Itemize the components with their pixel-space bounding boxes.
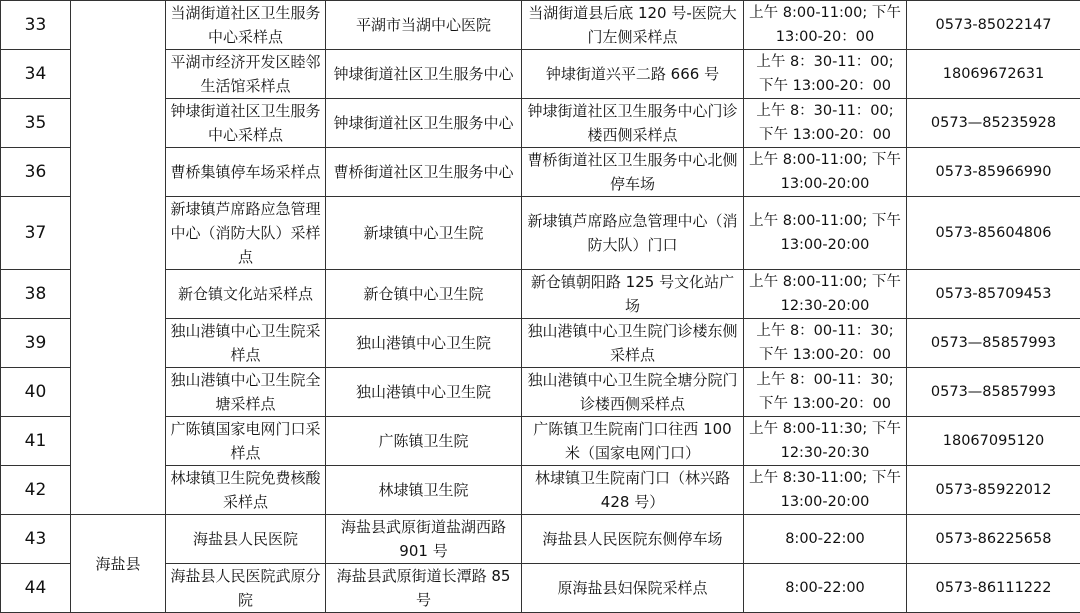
row-number: 37 — [1, 197, 71, 270]
address: 当湖街道县后底 120 号-医院大门左侧采样点 — [522, 1, 744, 50]
hours: 上午 8:00-11:30; 下午 12:30-20:30 — [744, 417, 907, 466]
row-number: 38 — [1, 270, 71, 319]
organization: 曹桥街道社区卫生服务中心 — [326, 148, 522, 197]
organization: 钟埭街道社区卫生服务中心 — [326, 99, 522, 148]
site-name: 独山港镇中心卫生院全塘采样点 — [166, 368, 326, 417]
address: 广陈镇卫生院南门口往西 100 米（国家电网门口） — [522, 417, 744, 466]
organization: 钟埭街道社区卫生服务中心 — [326, 50, 522, 99]
hours: 上午 8：00-11：30; 下午 13:00-20：00 — [744, 368, 907, 417]
hours: 上午 8：00-11：30; 下午 13:00-20：00 — [744, 319, 907, 368]
address: 钟埭街道兴平二路 666 号 — [522, 50, 744, 99]
region-cell — [71, 1, 166, 515]
organization: 独山港镇中心卫生院 — [326, 368, 522, 417]
table-row — [1, 1, 1080, 50]
site-name: 广陈镇国家电网门口采样点 — [166, 417, 326, 466]
hours: 8:00-22:00 — [744, 515, 907, 564]
phone: 0573—85235928 — [907, 99, 1080, 148]
phone: 0573-86111222 — [907, 564, 1080, 613]
row-number: 34 — [1, 50, 71, 99]
site-name: 平湖市经济开发区睦邻生活馆采样点 — [166, 50, 326, 99]
row-number: 35 — [1, 99, 71, 148]
site-name: 新埭镇芦席路应急管理中心（消防大队）采样点 — [166, 197, 326, 270]
phone: 0573-85922012 — [907, 466, 1080, 515]
address: 原海盐县妇保院采样点 — [522, 564, 744, 613]
organization: 新仓镇中心卫生院 — [326, 270, 522, 319]
row-number: 36 — [1, 148, 71, 197]
organization: 平湖市当湖中心医院 — [326, 1, 522, 50]
hours: 8:00-22:00 — [744, 564, 907, 613]
table-row — [1, 515, 1080, 564]
organization: 独山港镇中心卫生院 — [326, 319, 522, 368]
address: 海盐县人民医院东侧停车场 — [522, 515, 744, 564]
address: 林埭镇卫生院南门口（林兴路 428 号） — [522, 466, 744, 515]
site-name: 当湖街道社区卫生服务中心采样点 — [166, 1, 326, 50]
organization: 新埭镇中心卫生院 — [326, 197, 522, 270]
phone: 18067095120 — [907, 417, 1080, 466]
organization: 海盐县武原街道盐湖西路 901 号 — [326, 515, 522, 564]
hours: 上午 8:00-11:00; 下午 13:00-20:00 — [744, 197, 907, 270]
site-name: 新仓镇文化站采样点 — [166, 270, 326, 319]
hours: 上午 8：30-11：00; 下午 13:00-20：00 — [744, 50, 907, 99]
hours: 上午 8:00-11:00; 下午 12:30-20:00 — [744, 270, 907, 319]
site-name: 海盐县人民医院武原分院 — [166, 564, 326, 613]
hours: 上午 8:30-11:00; 下午 13:00-20:00 — [744, 466, 907, 515]
region-cell: 海盐县 — [71, 515, 166, 613]
address: 曹桥街道社区卫生服务中心北侧停车场 — [522, 148, 744, 197]
phone: 0573-85022147 — [907, 1, 1080, 50]
organization: 广陈镇卫生院 — [326, 417, 522, 466]
row-number: 44 — [1, 564, 71, 613]
site-name: 独山港镇中心卫生院采样点 — [166, 319, 326, 368]
phone: 0573-85966990 — [907, 148, 1080, 197]
address: 独山港镇中心卫生院全塘分院门诊楼西侧采样点 — [522, 368, 744, 417]
address: 新埭镇芦席路应急管理中心（消防大队）门口 — [522, 197, 744, 270]
phone: 0573—85857993 — [907, 368, 1080, 417]
site-name: 钟埭街道社区卫生服务中心采样点 — [166, 99, 326, 148]
hours: 上午 8:00-11:00; 下午 13:00-20：00 — [744, 1, 907, 50]
row-number: 39 — [1, 319, 71, 368]
hours: 上午 8:00-11:00; 下午 13:00-20:00 — [744, 148, 907, 197]
row-number: 41 — [1, 417, 71, 466]
site-name: 曹桥集镇停车场采样点 — [166, 148, 326, 197]
phone: 0573-86225658 — [907, 515, 1080, 564]
phone: 0573-85709453 — [907, 270, 1080, 319]
address: 钟埭街道社区卫生服务中心门诊楼西侧采样点 — [522, 99, 744, 148]
address: 独山港镇中心卫生院门诊楼东侧采样点 — [522, 319, 744, 368]
row-number: 43 — [1, 515, 71, 564]
organization: 海盐县武原街道长潭路 85 号 — [326, 564, 522, 613]
hours: 上午 8：30-11：00; 下午 13:00-20：00 — [744, 99, 907, 148]
site-name: 海盐县人民医院 — [166, 515, 326, 564]
organization: 林埭镇卫生院 — [326, 466, 522, 515]
phone: 18069672631 — [907, 50, 1080, 99]
phone: 0573—85857993 — [907, 319, 1080, 368]
row-number: 40 — [1, 368, 71, 417]
site-name: 林埭镇卫生院免费核酸采样点 — [166, 466, 326, 515]
address: 新仓镇朝阳路 125 号文化站广场 — [522, 270, 744, 319]
phone: 0573-85604806 — [907, 197, 1080, 270]
row-number: 42 — [1, 466, 71, 515]
row-number: 33 — [1, 1, 71, 50]
